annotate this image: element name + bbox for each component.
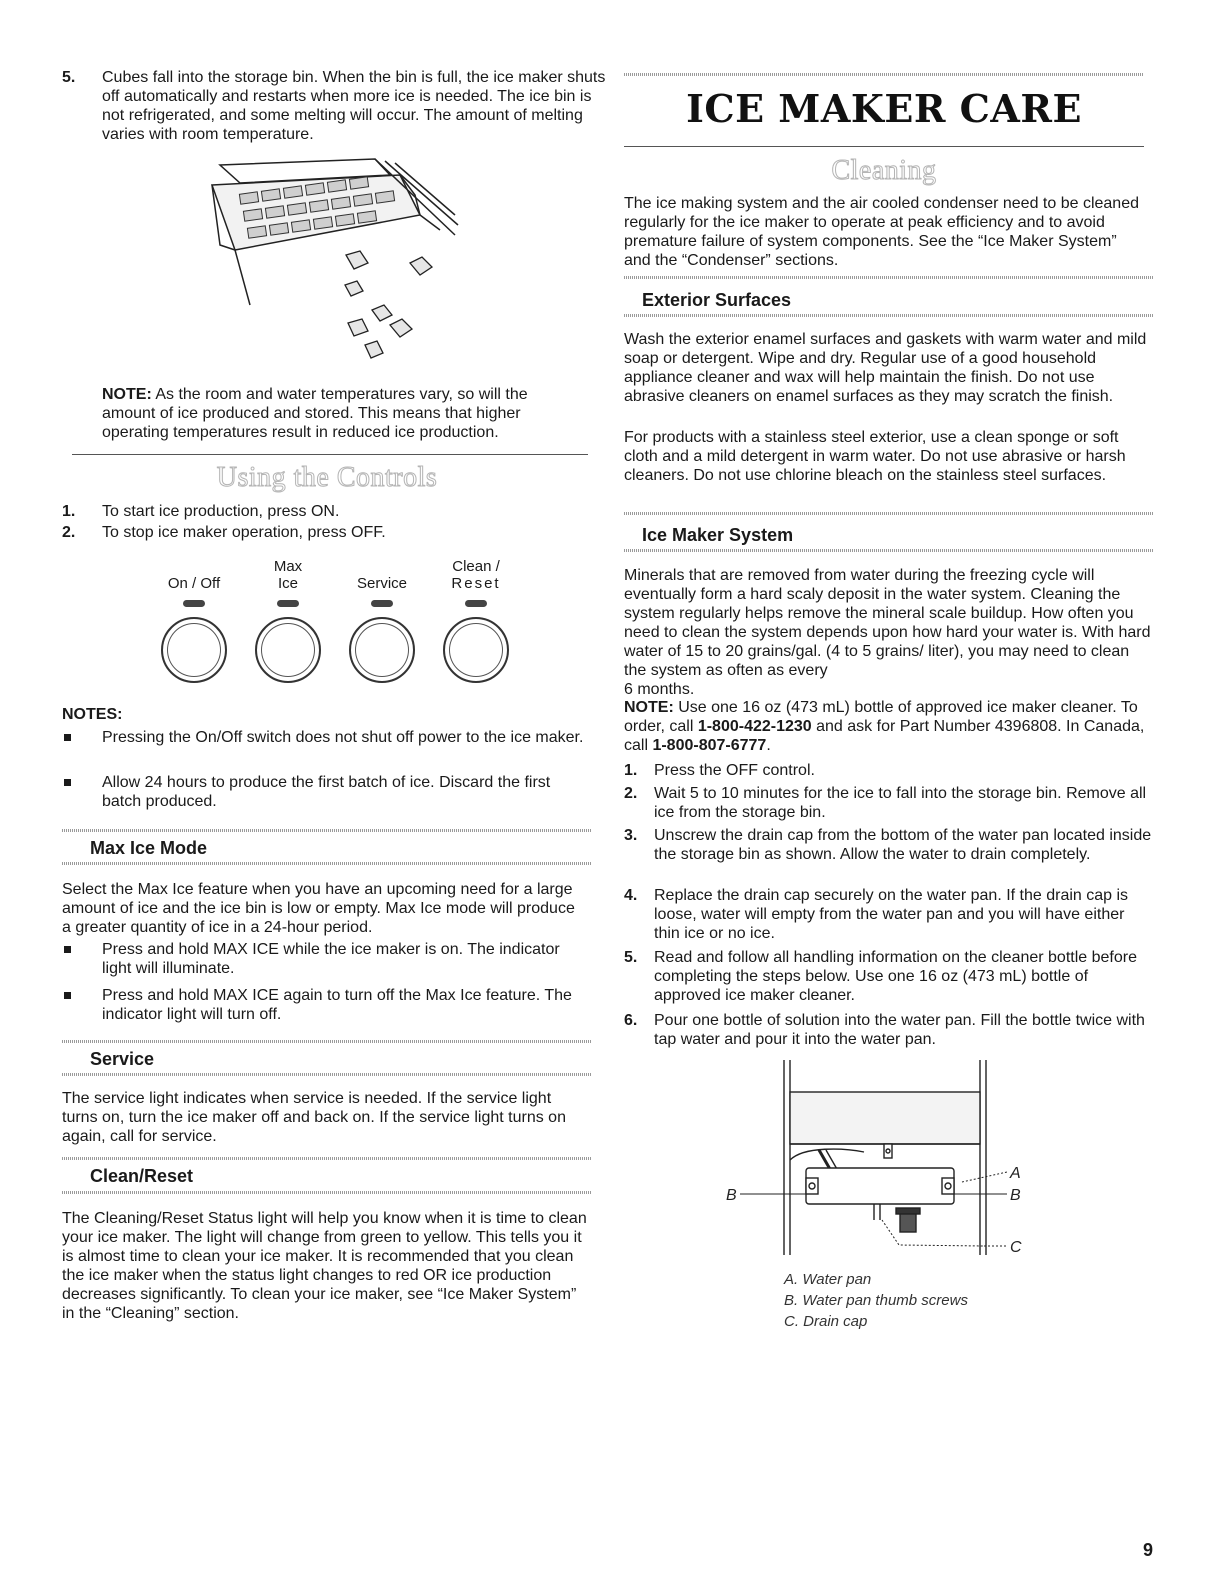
ice-maker-illustration (200, 155, 460, 370)
controls-step-2 (62, 523, 607, 542)
step-number: 2. (62, 524, 76, 541)
max-ice-button[interactable] (255, 617, 321, 683)
hatch-rule (62, 1073, 592, 1076)
ice-system-p1-text: Minerals that are removed from water during the freezing cycle will eventually form a hard scaly deposit in the water system. Cleaning the system regularly helps remove the mineral scale buildup. How often you need to clean the system depends upon how hard your water is. With hard water of 15 to 20 grains/gal. (4 to 5 grains/ liter), you may need to clean the system as often as every (624, 567, 1151, 679)
step-text: Cubes fall into the storage bin. When the bin is full, the ice maker shuts off automatically and restarts when more ice is needed. The ice bin is not refrigerated, and some melting will occur. The amount of melting varies with room temperature. (102, 69, 606, 143)
control-max-ice[interactable] (238, 558, 338, 683)
water-pan-diagram (724, 1060, 1054, 1260)
max-ice-item-2 (62, 986, 597, 1024)
step-number: 1. (62, 503, 76, 520)
max-ice-item-1 (62, 940, 592, 978)
caption-b: B. Water pan thumb screws (784, 1292, 968, 1309)
phone-canada: 1-800-807-6777 (652, 737, 767, 754)
phone-us: 1-800-422-1230 (697, 718, 812, 735)
control-label-top (144, 558, 244, 575)
hatch-rule (624, 276, 1154, 279)
step-number: 5. (62, 69, 76, 86)
bullet (64, 946, 71, 953)
control-label-top: Clean / (452, 558, 500, 575)
step-number: 1. (624, 762, 638, 779)
step-text: Pour one bottle of solution into the water pan. Fill the bottle twice with tap water and pour it into the water pan. (654, 1012, 1145, 1048)
step-text: To stop ice maker operation, press OFF. (102, 524, 386, 541)
hatch-rule (62, 829, 592, 832)
control-label-top: Max (273, 558, 303, 575)
controls-step-1 (62, 502, 607, 521)
step-text: Replace the drain cap securely on the water pan. If the drain cap is loose, water will empty from the water pan and you will have either thin ice or no ice. (654, 887, 1129, 942)
hatch-rule (62, 1040, 592, 1043)
max-ice-text: Select the Max Ice feature when you have an upcoming need for a large amount of ice and the ice bin is low or empty. Max Ice mode will produce a greater quantity of ice in a 24-hour period. (62, 881, 575, 936)
note-text-c: . (766, 737, 771, 754)
bullet (64, 779, 71, 786)
notes-item-1 (62, 728, 592, 747)
bullet (64, 734, 71, 741)
indicator-light (371, 600, 393, 607)
control-label: Service (356, 575, 408, 592)
step-number: 4. (624, 887, 638, 904)
page-number: 9 (1142, 1540, 1153, 1560)
service-text: The service light indicates when service is needed. If the service light turns on, turn the ice maker off and back on. If the service light turns on again, call for service. (62, 1090, 566, 1145)
hatch-rule (62, 862, 592, 865)
label-a: A (1010, 1165, 1021, 1182)
step-number: 2. (624, 785, 638, 802)
section-divider (72, 454, 588, 455)
label-b-left: B (726, 1187, 737, 1204)
note-paragraph (102, 385, 577, 442)
label-c: C (1010, 1239, 1022, 1256)
section-divider (624, 146, 1144, 147)
bullet (64, 992, 71, 999)
control-service[interactable] (332, 558, 432, 683)
note-text-a: Use one 16 oz (473 mL) bottle of approved ice maker cleaner. To order, call (624, 699, 1138, 735)
caption-c: C. Drain cap (784, 1313, 868, 1330)
clean-step-3 (624, 826, 1154, 864)
indicator-light (465, 600, 487, 607)
hatch-rule (62, 1157, 592, 1160)
clean-reset-heading: Clean/Reset (90, 1166, 194, 1186)
step-text: Press the OFF control. (654, 762, 815, 779)
control-label-top (332, 558, 432, 575)
bullet-text: Allow 24 hours to produce the first batch of ice. Discard the first batch produced. (102, 774, 551, 810)
step-text: Wait 5 to 10 minutes for the ice to fall into the storage bin. Remove all ice from the storage bin. (654, 785, 1147, 821)
page-title: ICE MAKER CARE (686, 86, 1082, 131)
exterior-p2: For products with a stainless steel exterior, use a clean sponge or soft cloth and a mild detergent in warm water. Do not use abrasive or harsh cleaners. Do not use chlorine bleach on the stainless steel surfaces. (624, 429, 1126, 484)
notes-item-2 (62, 773, 592, 811)
indicator-light (183, 600, 205, 607)
control-label: On / Off (167, 575, 221, 592)
bullet-text: Press and hold MAX ICE while the ice maker is on. The indicator light will illuminate. (102, 941, 560, 977)
service-heading: Service (90, 1049, 155, 1069)
bullet-text: Pressing the On/Off switch does not shut off power to the ice maker. (102, 729, 584, 746)
clean-step-4 (624, 886, 1154, 943)
service-button[interactable] (349, 617, 415, 683)
step-text: Unscrew the drain cap from the bottom of the water pan located inside the storage bin as shown. Allow the water to drain completely. (654, 827, 1152, 863)
ice-system-heading: Ice Maker System (642, 525, 794, 545)
clean-step-1 (624, 761, 1154, 780)
control-panel (144, 558, 524, 698)
step-number: 6. (624, 1012, 638, 1029)
max-ice-heading: Max Ice Mode (90, 838, 208, 858)
hatch-rule (624, 549, 1154, 552)
label-b-right: B (1010, 1187, 1021, 1204)
notes-label: NOTES: (62, 706, 123, 723)
indicator-light (277, 600, 299, 607)
clean-step-5 (624, 948, 1154, 1005)
hatch-rule (624, 73, 1144, 76)
cleaning-text: The ice making system and the air cooled condenser need to be cleaned regularly for the ice maker to operate at peak efficiency and to avoid premature failure of system components. See the “Ice Maker System” and the “Condenser” sections. (624, 195, 1139, 269)
ice-system-p1 (624, 566, 1154, 699)
note-label: NOTE: (624, 699, 674, 716)
cleaning-title: Cleaning (831, 155, 937, 186)
caption-a: A. Water pan (784, 1271, 872, 1288)
exterior-heading: Exterior Surfaces (642, 290, 792, 310)
note-text: As the room and water temperatures vary, so will the amount of ice produced and stored. This means that higher operating temperatures result in reduced ice production. (102, 386, 528, 441)
step-number: 3. (624, 827, 638, 844)
ice-system-note (624, 698, 1154, 755)
hatch-rule (62, 1191, 592, 1194)
diagram-legend (784, 1269, 968, 1332)
using-controls-title: Using the Controls (216, 462, 438, 493)
control-label: Ice (277, 575, 298, 592)
clean-step-6 (624, 1011, 1154, 1049)
note-label: NOTE: (102, 386, 152, 403)
hatch-rule (624, 314, 1154, 317)
exterior-p1: Wash the exterior enamel surfaces and gaskets with warm water and mild soap or detergent. Wipe and dry. Regular use of a good household appliance cleaner and wax will help maintain the finish. Do not use abrasive cleaners on enamel surfaces as they may scratch the finish. (624, 331, 1147, 405)
ice-system-p1-end: 6 months. (624, 681, 695, 698)
bullet-text: Press and hold MAX ICE again to turn off the Max Ice feature. The indicator light will turn off. (102, 987, 572, 1023)
clean-reset-button[interactable] (443, 617, 509, 683)
step-text: To start ice production, press ON. (102, 503, 340, 520)
hatch-rule (624, 512, 1154, 515)
step-number: 5. (624, 949, 638, 966)
control-on-off[interactable] (144, 558, 244, 683)
clean-reset-text: The Cleaning/Reset Status light will help you know when it is time to clean your ice maker. The light will change from green to yellow. This tells you it is almost time to clean your ice maker. It is recommended that you clean the ice maker when the status light changes to red OR ice production decreases significantly. To clean your ice maker, see “Ice Maker System” in the “Cleaning” section. (62, 1210, 587, 1322)
control-label: Reset (451, 575, 501, 592)
on-off-button[interactable] (161, 617, 227, 683)
step-5 (62, 68, 607, 144)
step-text: Read and follow all handling information on the cleaner bottle before completing the steps below. Use one 16 oz (473 mL) bottle of approved ice maker cleaner. (654, 949, 1137, 1004)
clean-step-2 (624, 784, 1154, 822)
note-text-b: and ask for Part Number 4396808. In Canada, call (624, 718, 1145, 754)
control-clean-reset[interactable] (426, 558, 526, 683)
